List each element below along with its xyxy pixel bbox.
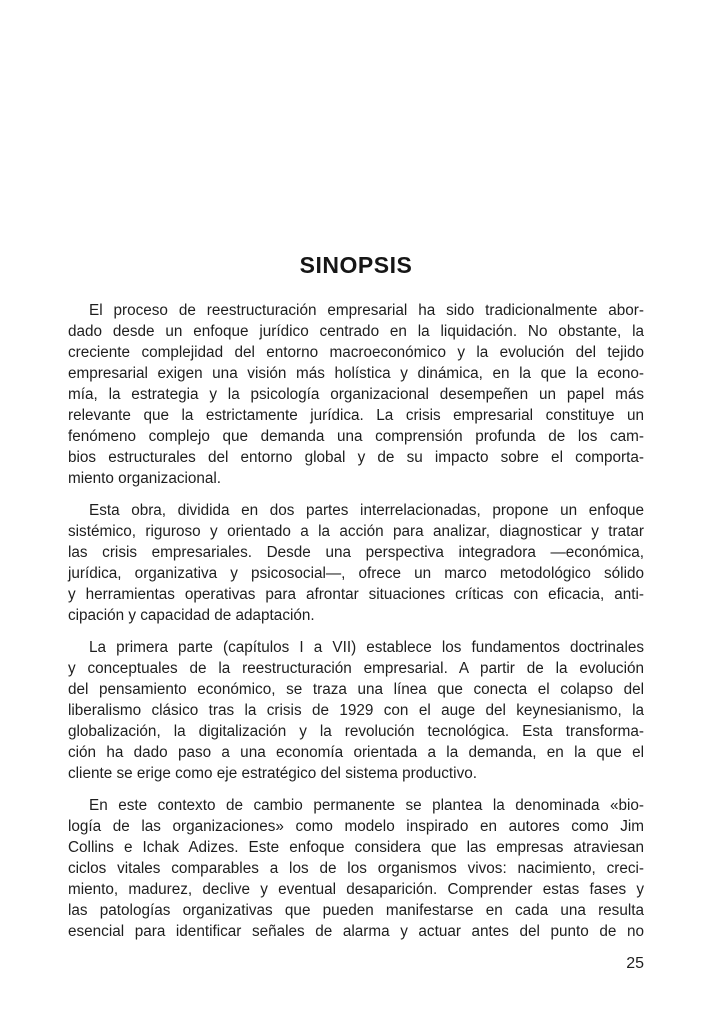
text-line: Esta obra, dividida en dos partes interrelacionadas, propone un enfoque <box>89 502 644 519</box>
text-line: ción ha dado paso a una economía orientada a la demanda, en la que el <box>68 744 644 761</box>
text-line: creciente complejidad del entorno macroeconómico y la evolución del tejido <box>68 344 644 361</box>
text-line: La primera parte (capítulos I a VII) establece los fundamentos doctrinales <box>89 639 644 656</box>
page-number: 25 <box>626 955 644 972</box>
page-title: SINOPSIS <box>299 252 413 278</box>
text-line: y conceptuales de la reestructuración empresarial. A partir de la evolución <box>68 660 644 677</box>
text-line: fenómeno complejo que demanda una comprensión profunda de los cam- <box>68 428 644 445</box>
text-line: ciclos vitales comparables a los de los organismos vivos: nacimiento, creci- <box>68 860 644 877</box>
text-line: cliente se erige como eje estratégico del sistema productivo. <box>68 765 477 782</box>
text-line: empresarial exigen una visión más holística y dinámica, en la que la econo- <box>68 365 644 382</box>
text-line: esencial para identificar señales de alarma y actuar antes del punto de no <box>68 923 644 940</box>
text-line: cipación y capacidad de adaptación. <box>68 607 315 624</box>
text-line: las patologías organizativas que pueden manifestarse en cada una resulta <box>68 902 644 919</box>
paragraph <box>68 637 644 784</box>
text-line: globalización, la digitalización y la revolución tecnológica. Esta transforma- <box>68 723 644 740</box>
page-content <box>68 252 644 942</box>
text-line: logía de las organizaciones» como modelo inspirado en autores como Jim <box>68 818 644 835</box>
text-line: relevante que la estrictamente jurídica. La crisis empresarial constituye un <box>68 407 644 424</box>
body-text <box>68 300 644 942</box>
text-line: sistémico, riguroso y orientado a la acción para analizar, diagnosticar y tratar <box>68 523 644 540</box>
text-line: bios estructurales del entorno global y de su impacto sobre el comporta- <box>68 449 644 466</box>
text-line: Collins e Ichak Adizes. Este enfoque considera que las empresas atraviesan <box>68 839 644 856</box>
text-line: mía, la estrategia y la psicología organizacional desempeñen un papel más <box>68 386 644 403</box>
paragraph <box>68 500 644 626</box>
text-line: dado desde un enfoque jurídico centrado en la liquidación. No obstante, la <box>68 323 644 340</box>
text-line: liberalismo clásico tras la crisis de 1929 con el auge del keynesianismo, la <box>68 702 644 719</box>
text-line: miento organizacional. <box>68 470 222 487</box>
text-line: y herramientas operativas para afrontar situaciones críticas con eficacia, anti- <box>68 586 644 603</box>
text-line: las crisis empresariales. Desde una perspectiva integradora —económica, <box>68 544 644 561</box>
text-line: jurídica, organizativa y psicosocial—, ofrece un marco metodológico sólido <box>68 565 644 582</box>
paragraph <box>68 795 644 942</box>
text-line: En este contexto de cambio permanente se plantea la denominada «bio- <box>89 797 644 814</box>
text-line: miento, madurez, declive y eventual desaparición. Comprender estas fases y <box>68 881 644 898</box>
text-line: del pensamiento económico, se traza una línea que conecta el colapso del <box>68 681 644 698</box>
text-line: El proceso de reestructuración empresarial ha sido tradicionalmente abor- <box>89 302 644 319</box>
paragraph <box>68 300 644 489</box>
